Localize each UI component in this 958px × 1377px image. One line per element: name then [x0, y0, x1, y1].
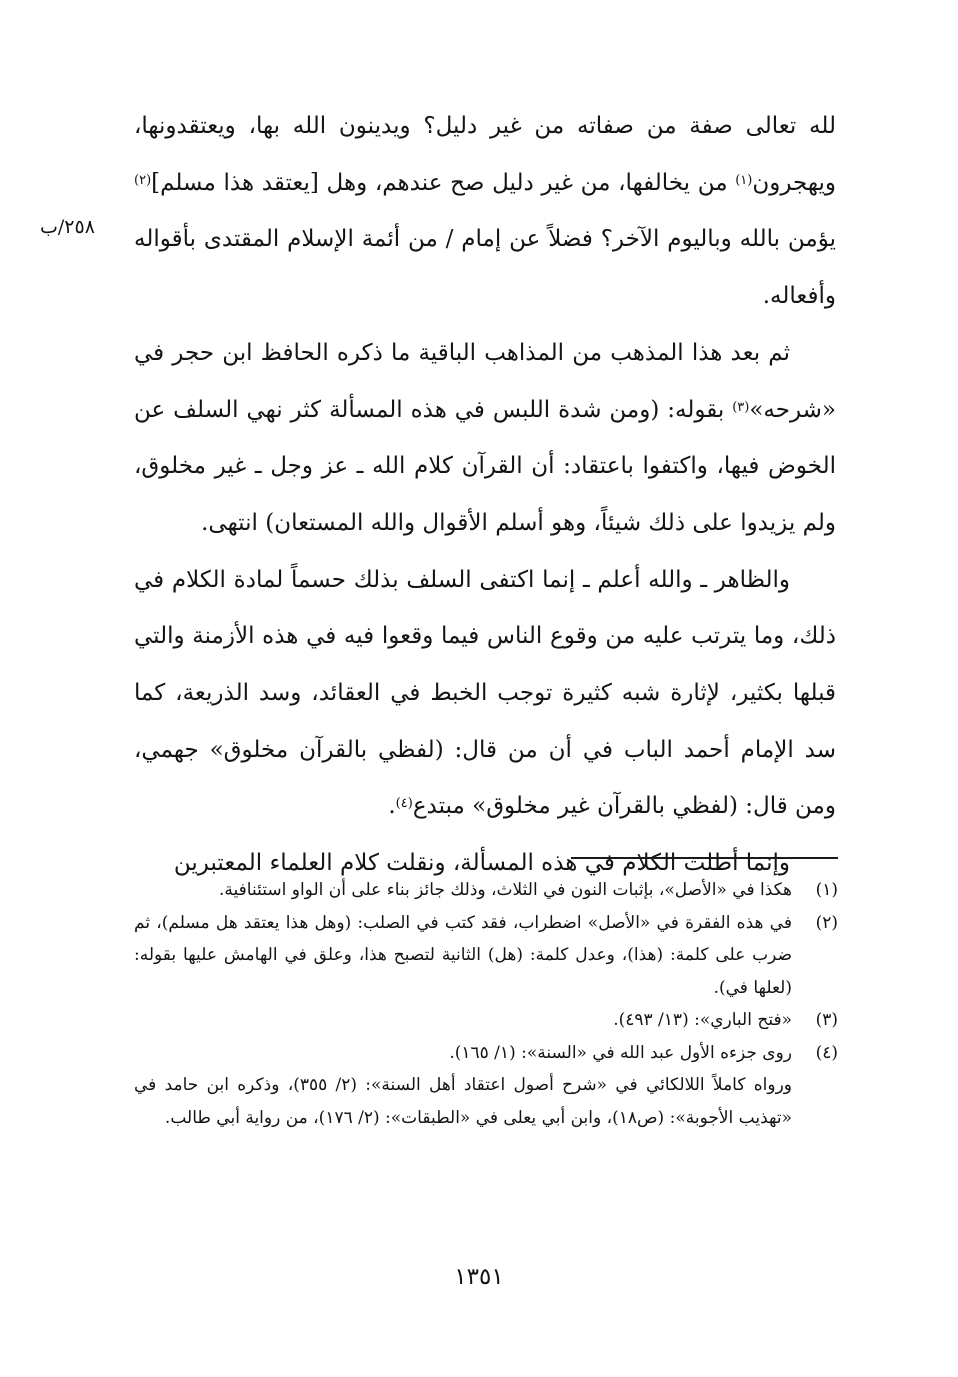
footnote-3-number: (٣): [815, 1010, 838, 1030]
paragraph-3-part-b: .: [388, 793, 396, 820]
paragraph-2-part-b: بقوله: (ومن شدة اللبس في هذه المسألة كثر نهي السلف عن الخوض فيها، واكتفوا باعتقاد: أن القرآن كلام الله ـ عز وجل ـ غير مخلوق، ولم يزيدوا على ذلك شيئاً، وهو أسلم الأقوال والله المستعان) انتهى.: [134, 396, 836, 536]
paragraph-3: [134, 552, 836, 836]
paragraph-1: [134, 98, 836, 325]
footnote-ref-2: (٢): [134, 172, 152, 188]
footnote-4-text: روى جزءه الأول عبد الله في «السنة»: (١/ ١٦٥).: [449, 1042, 792, 1063]
paragraph-4: وإنما أطلت الكلام في هذه المسألة، ونقلت كلام العلماء المعتبرين: [173, 850, 790, 877]
footnote-4-continuation: ورواه كاملاً اللالكائي في «شرح أصول اعتقاد أهل السنة»: (٢/ ٣٥٥)، وذكره ابن حامد في «تهذيب الأجوبة»: (ص١٨)، وابن أبي يعلى في «الطبقات»: (٢/ ١٧٦)، من رواية أبي طالب.: [134, 1075, 792, 1128]
footnote-ref-3: (٣): [732, 399, 750, 415]
footnote-ref-4: (٤): [395, 796, 413, 812]
footnote-ref-1: (١): [735, 172, 753, 188]
footnote-1: [134, 874, 838, 907]
footnote-3: [134, 1004, 838, 1037]
footnote-2-text: في هذه الفقرة في «الأصل» اضطراب، فقد كتب في الصلب: (وهل هذا يعتقد هل مسلم)، ثم ضرب على كلمة: (هذا)، وعدل كلمة: (هل) الثانية لتصبح هذا، وعلق في الهامش عليها بقوله: (لعلها في).: [134, 912, 792, 998]
paragraph-3-part-a: والظاهر ـ والله أعلم ـ إنما اكتفى السلف بذلك حسماً لمادة الكلام في ذلك، وما يترتب عليه من وقوع الناس فيما وقعوا فيه في هذه الأزمنة والتي قبلها بكثير، لإثارة شبه كثيرة توجب الخبط في العقائد، وسد الذريعة، كما سد الإمام أحمد الباب في أن من قال: (لفظي بالقرآن مخلوق» جهمي، ومن قال: (لفظي بالقرآن غير مخلوق» مبتدع: [134, 566, 836, 820]
footnote-4-number: (٤): [815, 1042, 838, 1063]
paragraph-1-part-b: من يخالفها، من غير دليل صح عندهم، وهل [يعتقد هذا مسلم]: [151, 169, 736, 196]
paragraph-2-part-a: ثم بعد هذا المذهب من المذاهب الباقية ما ذكره الحافظ ابن حجر في «شرحه»: [134, 339, 836, 423]
footnote-1-text: هكذا في «الأصل»، بإثبات النون في الثلاث، وذلك جائز بناء على أن الواو استئنافية.: [219, 880, 792, 900]
footnotes: [134, 874, 838, 1134]
page-number: ١٣٥١: [454, 1264, 504, 1290]
footnote-4: [134, 1037, 838, 1070]
footnote-2: [134, 907, 838, 1005]
paragraph-1-part-a: لله تعالى صفة من صفاته من غير دليل؟ ويدينون الله بها، ويعتقدونها، ويهجرون: [134, 113, 836, 196]
main-text: [134, 98, 836, 892]
manuscript-folio-marker: ٢٥٨/ب: [40, 216, 95, 238]
footnote-2-number: (٢): [815, 912, 838, 933]
footnote-3-text: «فتح الباري»: (١٣/ ٤٩٣).: [613, 1010, 792, 1030]
footnote-separator: [571, 857, 838, 859]
paragraph-2: [134, 325, 836, 552]
footnote-1-number: (١): [815, 880, 838, 900]
paragraph-1-part-c: يؤمن بالله وباليوم الآخر؟ فضلاً عن إمام / من أئمة الإسلام المقتدى بأقواله وأفعاله.: [134, 226, 836, 310]
